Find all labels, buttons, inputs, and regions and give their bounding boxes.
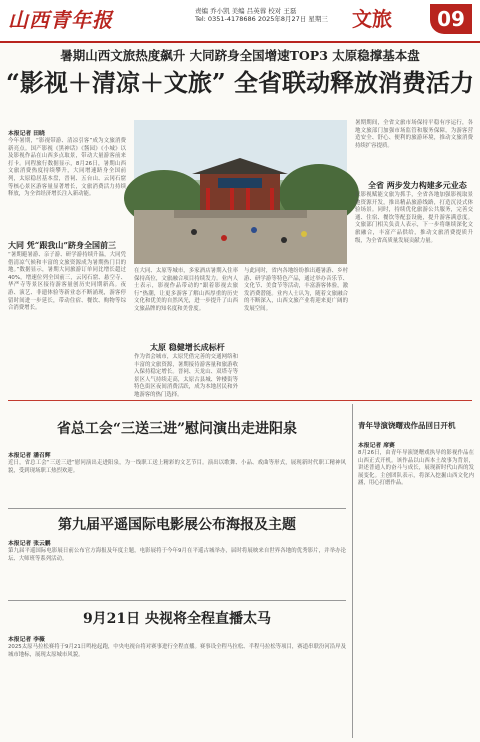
- article-union-title: 省总工会“三送三进”慰问演出走进阳泉: [56, 421, 298, 437]
- main-subhead-province: 全省 两步发力构建多元业态: [368, 180, 467, 190]
- main-col1-text: 今年暑期，“影视带游、清凉引客”成为文旅消费新亮点。国产影视《黑神话》《酱园》《小城》以及影视作品在山西多点取景，带动大量游客前来打卡。同程旅行数据显示，8月26日，暑期山西文旅消费热度持续攀升，大同增速跻身全国前列，太原稳居基本盘，晋祠、五台山、云冈石窟等核心景区游客量显著增长，文旅消费活力持续释放，为全省经济增长注入新动能。: [8, 138, 126, 198]
- main-col4-text: 暑期期间，全省文旅市场保持平稳有序运行，各地文旅部门加强市场监管和服务保障，为游客营造安全、舒心、便利的旅游环境，推动文旅消费持续扩容提质。: [355, 120, 473, 149]
- article-director-title: 青年导演饶曙戏作品回日开机: [358, 421, 456, 430]
- column-divider: [352, 404, 353, 738]
- divider-1: [8, 508, 346, 509]
- main-col2-text2: 作为省会城市，太原凭借完善的交通网络和丰富的文旅资源，暑期接待游客量和旅游收入保持稳定增长。晋祠、天龙山、双塔寺等景区人气持续走高，太原古县城、钟楼街等特色街区夜间消费活跃，成为本地居民和外地游客的热门选择。: [134, 354, 238, 398]
- article-pingyao-title: 第九届平遥国际电影展公布海报及主题: [58, 517, 296, 533]
- article-marathon-title: 9月21日 央视将全程直播太马: [82, 611, 272, 627]
- section-divider: [8, 400, 472, 401]
- main-col2-text: 在大同、太原等城市，多家酒店暑期入住率保持高位，文旅融合项目持续发力。业内人士表示，影视作品带动的“跟着影视去旅行”热潮，让更多游客了解山西厚重的历史文化和优美的自然风光，进一步提升了山西文旅品牌的知名度和美誉度。: [134, 268, 238, 312]
- main-col4-text2: 以影视赋能文旅为抓手，全省各地加强影视取景地资源开发，推出精品旅游线路，打造沉浸式体验场景。同时，持续优化旅游公共服务，完善交通、住宿、餐饮等配套设施，提升游客满意度。文旅部门相关负责人表示，下一步将继续深化文旅融合，丰富产品供给，推动文旅消费提质升级，为全省高质量发展贡献力量。: [355, 192, 473, 244]
- editor-info: [195, 7, 343, 23]
- article-director-text: 8月26日，由青年导演饶曙戏执导的影视作品在山西正式开机。该作品以山西本土故事为背景，讲述普通人的奋斗与成长，展现新时代山西的发展变化。主创团队表示，将深入挖掘山西文化内涵，用心打磨作品。: [358, 450, 474, 487]
- newspaper-logo: 山西青年报: [8, 8, 113, 32]
- article-pingyao-text: 第九届平遥国际电影展日前公布官方海报及年度主题，电影展将于今年9月在平遥古城举办，届时将展映来自世界各地的优秀影片，并举办论坛、大师班等系列活动。: [8, 548, 346, 562]
- editor-line: 责编 乔小凯 美编 吕英蓉 校对 王磊: [195, 7, 297, 15]
- article-marathon-text: 2025太原马拉松赛将于9月21日鸣枪起跑，中央电视台将对赛事进行全程直播。赛事设全程马拉松、半程马拉松等项目，赛道串联汾河沿岸及城市地标，展现太原城市风貌。: [8, 644, 346, 658]
- section-title: 文旅: [352, 7, 392, 31]
- page-number: 09: [430, 4, 472, 34]
- main-col3-text: 与此同时，省内各地纷纷推出避暑游、乡村游、研学游等特色产品，通过举办音乐节、文化节、美食节等活动，丰富游客体验，激发消费潜能。业内人士认为，随着文旅融合的不断深入，山西文旅产业将迎来更广阔的发展空间。: [244, 268, 348, 312]
- article-marathon-byline: 本报记者 李薇: [8, 637, 45, 643]
- contact-line: Tel: 0351-4178686 2025年8月27日 星期三: [195, 15, 328, 23]
- main-byline: 本报记者 田晓: [8, 131, 45, 137]
- article-union-byline: 本报记者 潘召辉: [8, 453, 51, 459]
- main-headline: “影视＋清凉＋文旅” 全省联动释放消费活力: [6, 68, 474, 97]
- main-subhead-taiyuan: 太原 稳健增长成标杆: [150, 342, 225, 352]
- header-divider: [0, 41, 480, 43]
- temple-photo-illustration: [134, 120, 347, 264]
- main-subhead-datong: 大同 凭“跟我山”跻身全国前三: [8, 240, 116, 250]
- main-photo: [134, 120, 347, 264]
- divider-2: [8, 600, 346, 601]
- main-col1-text2: “暑期避暑游、亲子游、研学游持续升温，大同凭借清凉气候和丰富的文旅资源成为暑期热门目的地。”数据显示，暑期大同旅游订单同比增长超过40%，增速位列全国前三，云冈石窟、悬空寺、华严寺等景区接待游客量创历史同期新高。夜游、演艺、非遗体验等新业态不断涌现，游客停留时间进一步延长，带动住宿、餐饮、购物等综合消费增长。: [8, 252, 126, 312]
- main-kicker: 暑期山西文旅热度飙升 大同跻身全国增速TOP3 太原稳撑基本盘: [60, 48, 420, 63]
- article-director-byline: 本报记者 席赛: [358, 443, 395, 449]
- article-union-text: 近日，省总工会“三送三进”慰问演出走进阳泉，为一线职工送上精彩的文艺节目。演出以歌舞、小品、戏曲等形式，展现新时代职工精神风貌，受到现场职工热烈欢迎。: [8, 460, 346, 474]
- article-pingyao-byline: 本报记者 张云鹏: [8, 541, 51, 547]
